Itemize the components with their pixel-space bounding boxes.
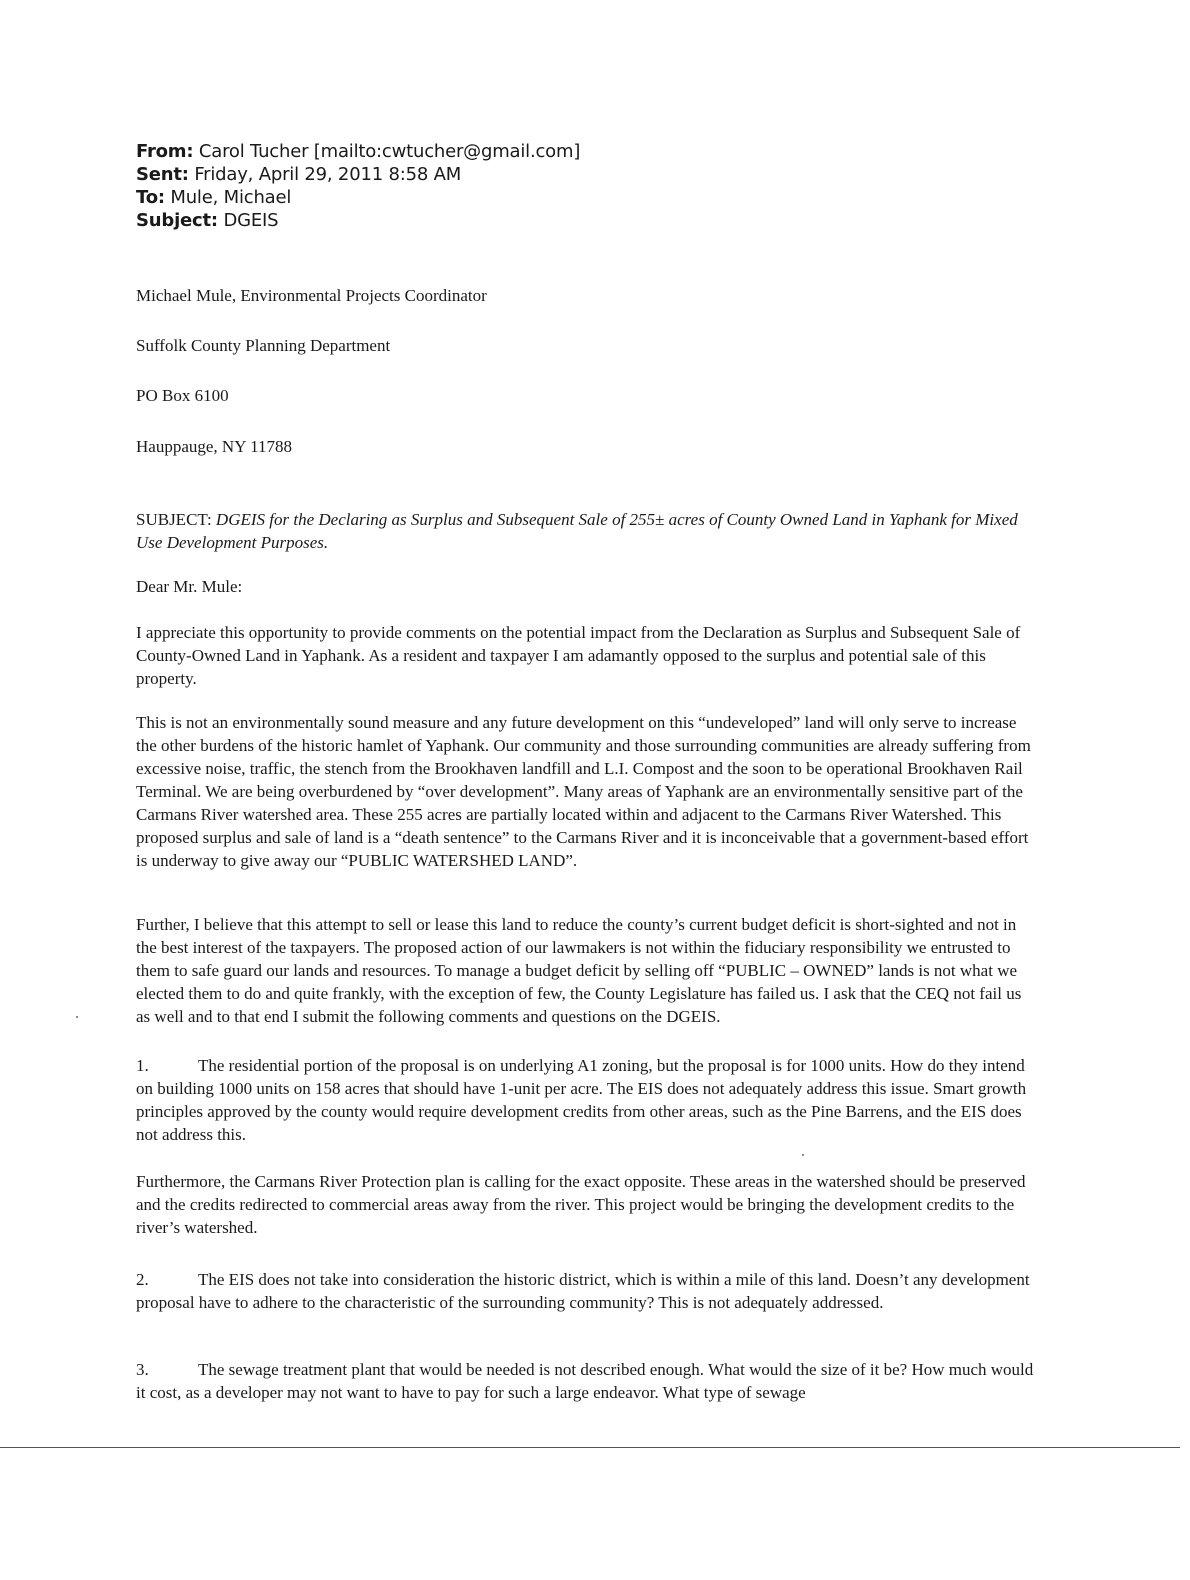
email-subject-line: [136, 209, 278, 233]
to-label: To:: [136, 187, 165, 208]
recipient-name-title: Michael Mule, Environmental Projects Coordinator: [136, 286, 487, 305]
page-bottom-rule: [0, 1447, 1180, 1448]
list-item: [136, 1358, 1036, 1404]
paragraph-1: I appreciate this opportunity to provide comments on the potential impact from the Declaration as Surplus and Subsequent Sale of County-Owned Land in Yaphank. As a resident and taxpayer I am adamantly opposed to the surplus and potential sale of this property.: [136, 623, 1021, 688]
list-item-text: The sewage treatment plant that would be needed is not described enough. What would the size of it be? How much would it cost, as a developer may not want to have to pay for such a large endeavor. What type of sewage: [136, 1360, 1034, 1402]
email-to-line: [136, 186, 291, 210]
sent-value: Friday, April 29, 2011 8:58 AM: [194, 164, 462, 185]
subject-label: Subject:: [136, 210, 218, 231]
recipient-department: Suffolk County Planning Department: [136, 336, 391, 355]
from-value: Carol Tucher [mailto:cwtucher@gmail.com]: [198, 141, 581, 162]
recipient-po-box: PO Box 6100: [136, 386, 229, 405]
subject-value: DGEIS: [223, 210, 279, 231]
letter-subject: [136, 508, 1036, 554]
email-sent-line: [136, 163, 461, 187]
list-item: [136, 1054, 1036, 1146]
sent-label: Sent:: [136, 164, 189, 185]
paragraph-3: Further, I believe that this attempt to sell or lease this land to reduce the county’s current budget deficit is short-sighted and not in the best interest of the taxpayers. The proposed action of our lawmakers is not within the fiduciary responsibility we entrusted to them to safe guard our lands and resources. To manage a budget deficit by selling off “PUBLIC – OWNED” lands is not what we elected them to do and quite frankly, with the exception of few, the County Legislature has failed us. I ask that the CEQ not fail us as well and to that end I submit the following comments and questions on the DGEIS.: [136, 915, 1022, 1026]
list-item-number: 1.: [136, 1056, 149, 1075]
letter-subject-text: DGEIS for the Declaring as Surplus and Subsequent Sale of 255± acres of County Owned Land in Yaphank for Mixed Use Development Purposes.: [136, 510, 1018, 552]
recipient-city-state-zip: Hauppauge, NY 11788: [136, 437, 292, 456]
list-item-number: 3.: [136, 1360, 149, 1379]
list-item-number: 2.: [136, 1270, 149, 1289]
scan-speck: [802, 1154, 804, 1156]
to-value: Mule, Michael: [170, 187, 292, 208]
list-item-text: The EIS does not take into consideration the historic district, which is within a mile of this land. Doesn’t any development proposal have to adhere to the characteristic of the surrounding community? This is not adequately addressed.: [136, 1270, 1030, 1312]
salutation: Dear Mr. Mule:: [136, 577, 243, 596]
scan-speck: [76, 1016, 78, 1018]
list-item: [136, 1268, 1036, 1314]
paragraph-2: This is not an environmentally sound measure and any future development on this “undeveloped” land will only serve to increase the other burdens of the historic hamlet of Yaphank. Our community and those surrounding communities are already suffering from excessive noise, traffic, the stench from the Brookhaven landfill and L.I. Compost and the soon to be operational Brookhaven Rail Terminal. We are being overburdened by “over development”. Many areas of Yaphank are an environmentally sensitive part of the Carmans River watershed area. These 255 acres are partially located within and adjacent to the Carmans River Watershed. This proposed surplus and sale of land is a “death sentence” to the Carmans River and it is inconceivable that a government-based effort is underway to give away our “PUBLIC WATERSHED LAND”.: [136, 713, 1031, 870]
list-item-text: The residential portion of the proposal is on underlying A1 zoning, but the proposal is for 1000 units. How do they intend on building 1000 units on 158 acres that should have 1-unit per acre. The EIS does not adequately address this issue. Smart growth principles approved by the county would require development credits from other areas, such as the Pine Barrens, and the EIS does not address this.: [136, 1056, 1027, 1144]
letter-subject-label: SUBJECT:: [136, 510, 216, 529]
from-label: From:: [136, 141, 194, 162]
email-from-line: [136, 140, 580, 164]
paragraph-4: Furthermore, the Carmans River Protection plan is calling for the exact opposite. These areas in the watershed should be preserved and the credits redirected to commercial areas away from the river. This project would be bringing the development credits to the river’s watershed.: [136, 1172, 1026, 1237]
